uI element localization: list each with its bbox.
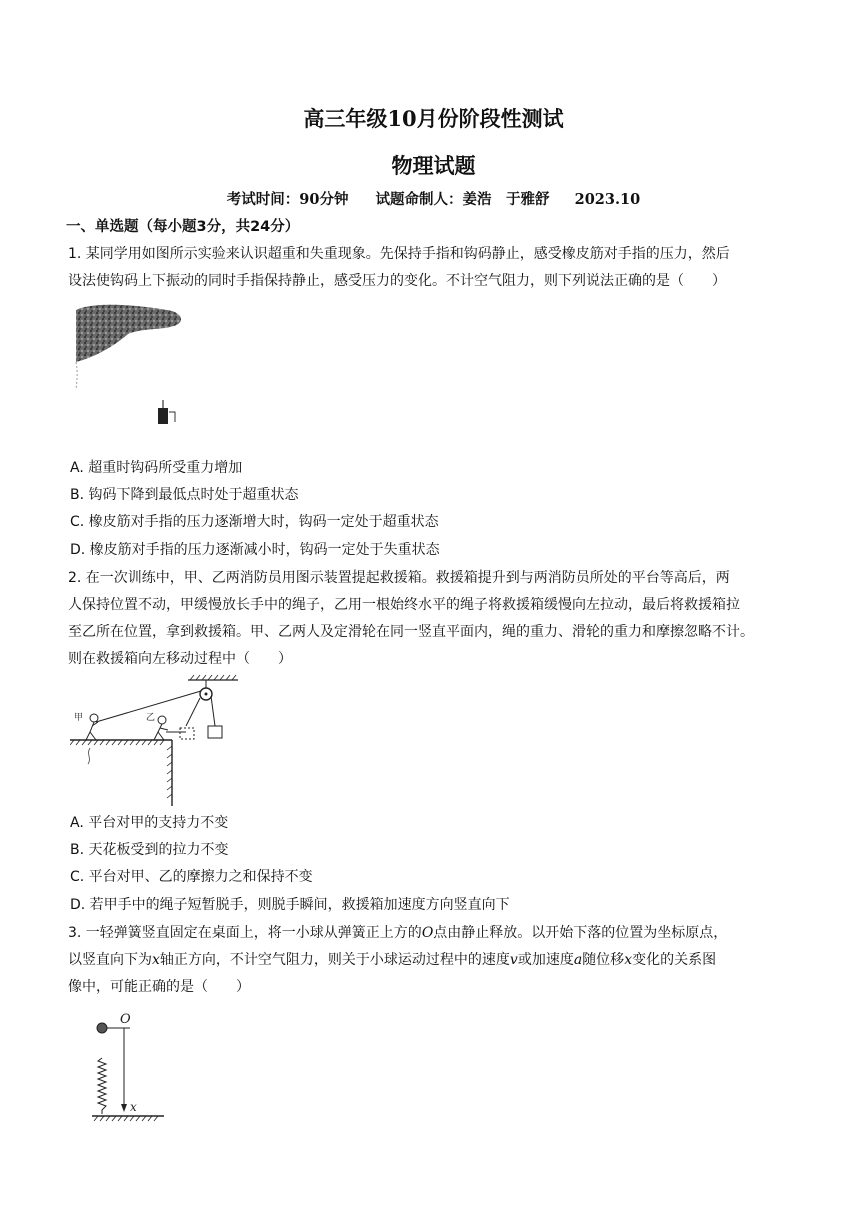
ball-icon: [97, 1023, 107, 1033]
q2-option-d: D. 若甲手中的绳子短暂脱手，则脱手瞬间，救援箱加速度方向竖直向下: [70, 897, 510, 913]
q2-figure-pulley: [70, 674, 260, 809]
var-a: a: [573, 952, 583, 968]
rescue-box: [208, 726, 222, 738]
q1-stem-line2: 设法使钩码上下振动的同时手指保持静止，感受压力的变化。不计空气阻力，则下列说法正确的是（ ）: [68, 273, 726, 289]
exam-date: 2023.10: [574, 191, 641, 208]
label-x-axis: x: [130, 1100, 137, 1114]
var-x2: x: [624, 952, 633, 968]
label-O: O: [120, 1012, 131, 1027]
firefighter-b-icon: [154, 716, 168, 740]
label-yi: 乙: [146, 713, 156, 723]
q2-option-c: C. 平台对甲、乙的摩擦力之和保持不变: [70, 869, 313, 885]
q3-stem-line2: 以竖直向下为x轴正方向，不计空气阻力，则关于小球运动过程中的速度v或加速度a随位移x变化的关系图: [68, 952, 717, 968]
exam-info: [0, 188, 867, 209]
q2-stem-line3: 至乙所在位置，拿到救援箱。甲、乙两人及定滑轮在同一竖直平面内，绳的重力、滑轮的重力和摩擦忽略不计。: [68, 624, 754, 640]
finger-shape: [76, 305, 181, 362]
firefighter-a-icon: [86, 714, 98, 740]
section-heading: 一、单选题（每小题3分，共24分）: [66, 219, 300, 235]
q1-option-c: C. 橡皮筋对手指的压力逐渐增大时，钩码一定处于超重状态: [70, 514, 439, 530]
subject-title: 物理试题: [391, 153, 476, 178]
q2-option-b: B. 天花板受到的拉力不变: [70, 842, 229, 858]
q3-stem-line3: 像中，可能正确的是（ ）: [68, 979, 250, 995]
q1-option-b: B. 钩码下降到最低点时处于超重状态: [70, 487, 299, 503]
label-jia: 甲: [74, 713, 84, 723]
var-x: x: [152, 952, 160, 968]
spring-icon: [98, 1058, 106, 1114]
q1-option-a: A. 超重时钩码所受重力增加: [70, 460, 243, 476]
q1-figure-hand-weight: [72, 300, 192, 440]
exam-title: 高三年级10月份阶段性测试: [303, 106, 564, 131]
q3-figure-spring: [92, 1010, 172, 1130]
q1-option-d: D. 橡皮筋对手指的压力逐渐减小时，钩码一定处于失重状态: [70, 542, 440, 558]
q3-stem-line1: 3. 一轻弹簧竖直固定在桌面上，将一小球从弹簧正上方的O点由静止释放。以开始下落的位置为坐标原点，: [68, 925, 728, 941]
q1-stem-line1: 1. 某同学用如图所示实验来认识超重和失重现象。先保持手指和钩码静止，感受橡皮筋对手指的压力，然后: [68, 246, 730, 262]
hook-weight: [158, 408, 168, 424]
q2-stem-line1: 2. 在一次训练中，甲、乙两消防员用图示装置提起救援箱。救援箱提升到与两消防员所处的平台等高后，两: [68, 570, 730, 586]
exam-authors: 试题命制人：姜浩 于雅舒: [375, 191, 550, 208]
q2-option-a: A. 平台对甲的支持力不变: [70, 815, 229, 831]
var-v: v: [509, 952, 518, 968]
exam-time: 考试时间：90分钟: [226, 191, 349, 208]
q2-stem-line4: 则在救援箱向左移动过程中（ ）: [68, 651, 292, 667]
q2-stem-line2: 人保持位置不动，甲缓慢放长手中的绳子，乙用一根始终水平的绳子将救援箱缓慢向左拉动，最后将救援箱拉: [68, 597, 740, 613]
var-O: O: [421, 925, 434, 941]
